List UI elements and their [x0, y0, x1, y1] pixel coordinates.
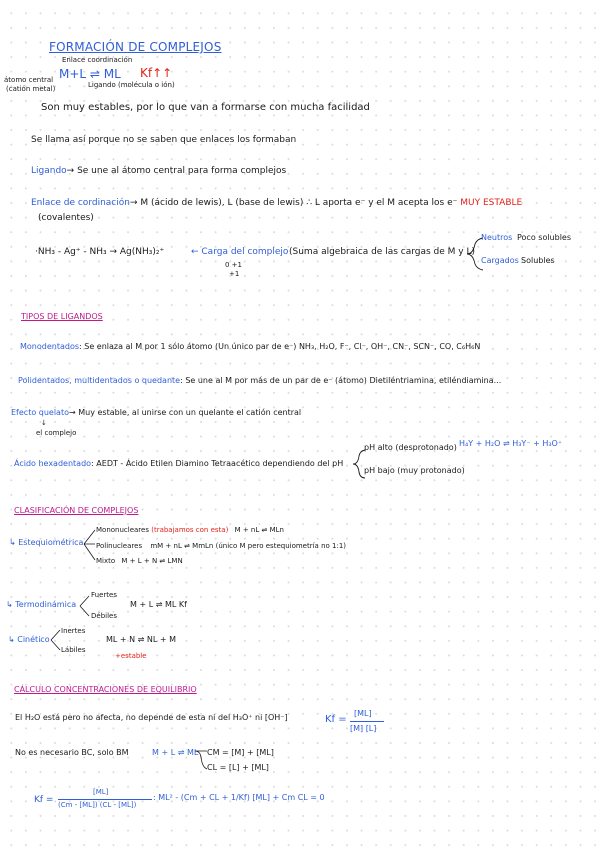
debiles-label: Débiles — [91, 612, 117, 620]
quelato-definition: → Muy estable, al unirse con un quelante el catión central — [69, 408, 302, 417]
kf-label: Kf = — [325, 714, 347, 725]
termodinamica-text: Termodinámica — [15, 600, 77, 609]
termodinamica-label: ↳ Termodinámica — [6, 600, 77, 609]
tipos-heading: TIPOS DE LIGANDOS — [21, 312, 103, 321]
ligando-definition: → Se une al átomo central para forma complejos — [66, 166, 287, 176]
kf-fraction-bar — [350, 721, 384, 722]
el-complejo-label: el complejo — [36, 429, 77, 437]
kf-increase: Kf↑↑ — [140, 66, 173, 80]
mixto-label: Mixto — [96, 557, 116, 565]
muy-estable-label: MUY ESTABLE — [460, 198, 523, 208]
no-es-necesario-line: No es necesario BC, solo BM — [15, 748, 129, 757]
covalentes-label: (covalentes) — [38, 213, 94, 223]
cation-metal-label: (catión metal) — [6, 85, 56, 93]
enlace-term: Enlace de cordinación — [31, 198, 130, 208]
balance-branch-icon — [194, 747, 208, 773]
final-fraction-bar — [58, 799, 152, 800]
final-quadratic: : ML² - (Cm + CL + 1/Kf) [ML] + Cm CL = 0 — [153, 793, 325, 802]
labiles-label: Lábiles — [61, 646, 86, 654]
acido-line — [14, 460, 343, 468]
inertes-label: Inertes — [61, 627, 86, 635]
mononucleares-note: (trabajamos con esta) — [151, 526, 229, 534]
solubles-label: Solubles — [521, 256, 555, 265]
neutros-label: Neutros — [481, 233, 513, 242]
ligando-term: Ligando — [31, 166, 67, 176]
termo-branch-icon — [79, 594, 91, 618]
polinucleares-equation: mM + nL ⇌ MmLn — [150, 542, 214, 550]
estequiometrica-text: Estequiométrica — [18, 538, 84, 547]
ligando-line — [31, 167, 286, 176]
charge-total: +1 — [229, 270, 240, 278]
poco-solubles-label: Poco solubles — [517, 233, 572, 242]
quelato-term: Efecto quelato — [11, 408, 69, 417]
kf-denominator: [M] [L] — [350, 724, 377, 733]
edta-equilibrium: H₄Y + H₂O ⇌ H₃Y⁻ + H₃O⁺ — [459, 439, 563, 448]
acido-term: Ácido hexadentado — [14, 459, 92, 468]
quelato-line — [11, 409, 301, 417]
polinucleares-line — [96, 543, 346, 550]
cm-balance: CM = [M] + [ML] — [207, 748, 274, 757]
ammonia-silver-reaction: ·NH₃ - Ag⁺ - NH₃ → Ag(NH₃)₂⁺ — [35, 247, 165, 257]
charges-under: 0 +1 — [225, 261, 242, 269]
bm-equation: M + L ⇌ ML — [152, 748, 199, 757]
monodentados-line — [20, 343, 480, 351]
polidentados-definition: : Se une al M por más de un par de e⁻ (átomo) Dietiléntriamina, etiléndiamina... — [180, 376, 502, 385]
cargados-label: Cargados — [481, 256, 519, 265]
cinetico-equation: ML + N ⇌ NL + M — [106, 635, 177, 644]
mixto-line — [96, 558, 183, 565]
monodentados-definition: : Se enlaza al M por 1 sólo átomo (Un único par de e⁻) NH₃, H₂O, F⁻, Cl⁻, OH⁻, CN⁻, SCN⁻, CO, C₆H₆N — [79, 342, 481, 351]
quelato-arrow-icon: ↓ — [41, 419, 47, 427]
mononucleares-line — [96, 527, 284, 534]
kf-numerator: [ML] — [354, 709, 372, 718]
enlace-line — [31, 199, 522, 208]
acido-definition: : AEDT - Ácido Etilen Diamino Tetraacético dependiendo del pH — [91, 459, 344, 468]
carga-complejo-label: ← Carga del complejo — [191, 247, 289, 257]
calculo-heading: CÁLCULO CONCENTRACIONES DE EQUILIBRIO — [14, 685, 197, 694]
mononucleares-label: Mononucleares — [96, 526, 149, 534]
polidentados-term: Polidentados, multidentados o quedante — [18, 376, 181, 385]
ph-alto-label: pH alto (desprotonado) — [364, 443, 457, 452]
enlace-coordinacion-label: Enlace coordinación — [62, 56, 133, 64]
ph-branch-icon — [352, 448, 366, 480]
cl-balance: CL = [L] + [ML] — [207, 763, 269, 772]
ph-bajo-label: pH bajo (muy protonado) — [364, 466, 465, 475]
termo-equation: M + L ⇌ ML Kf — [130, 600, 187, 609]
esteq-branch-icon — [83, 527, 97, 563]
final-numerator: [ML] — [93, 788, 109, 796]
estequiometrica-label: ↳ Estequiométrica — [9, 538, 84, 547]
page-title: FORMACIÓN DE COMPLEJOS — [49, 40, 222, 54]
estables-line: Son muy estables, por lo que van a formarse con mucha facilidad — [41, 102, 370, 113]
polinucleares-label: Polinucleares — [96, 542, 143, 550]
mixto-equation: M + L + N ⇌ LMN — [121, 557, 183, 565]
ligando-label: Ligando (molécula o ión) — [88, 81, 175, 89]
cinetico-text: Cinético — [17, 635, 50, 644]
mas-estable-label: +estable — [115, 652, 147, 660]
se-llama-line: Se llama así porque no se saben que enlaces los formaban — [31, 135, 297, 145]
final-denominator: (Cm - [ML]) (CL - [ML]) — [58, 801, 137, 809]
monodentados-term: Monodentados — [20, 342, 80, 351]
polidentados-line — [18, 377, 501, 385]
enlace-definition: → M (ácido de lewis), L (base de lewis) ∴ L aporta e⁻ y el M acepta los e⁻ — [129, 198, 458, 208]
fuertes-label: Fuertes — [91, 591, 117, 599]
carga-description: (Suma algebraica de las cargas de M y L) — [289, 247, 475, 257]
mononucleares-equation: M + nL ⇌ MLn — [234, 526, 284, 534]
clasificacion-heading: CLASIFICACIÓN DE COMPLEJOS — [14, 506, 139, 515]
final-kf-label: Kf = — [34, 795, 54, 805]
atomo-central-label: átomo central — [4, 76, 54, 84]
complex-formation-equation: M+L ⇌ ML — [59, 67, 121, 81]
cinetico-label: ↳ Cinético — [8, 635, 50, 644]
h2o-line: El H₂O está pero no afecta, no depende de esta ni del H₃O⁺ ni [OH⁻] — [15, 713, 288, 722]
polinucleares-note: (único M pero estequiometría no 1:1) — [215, 542, 347, 550]
